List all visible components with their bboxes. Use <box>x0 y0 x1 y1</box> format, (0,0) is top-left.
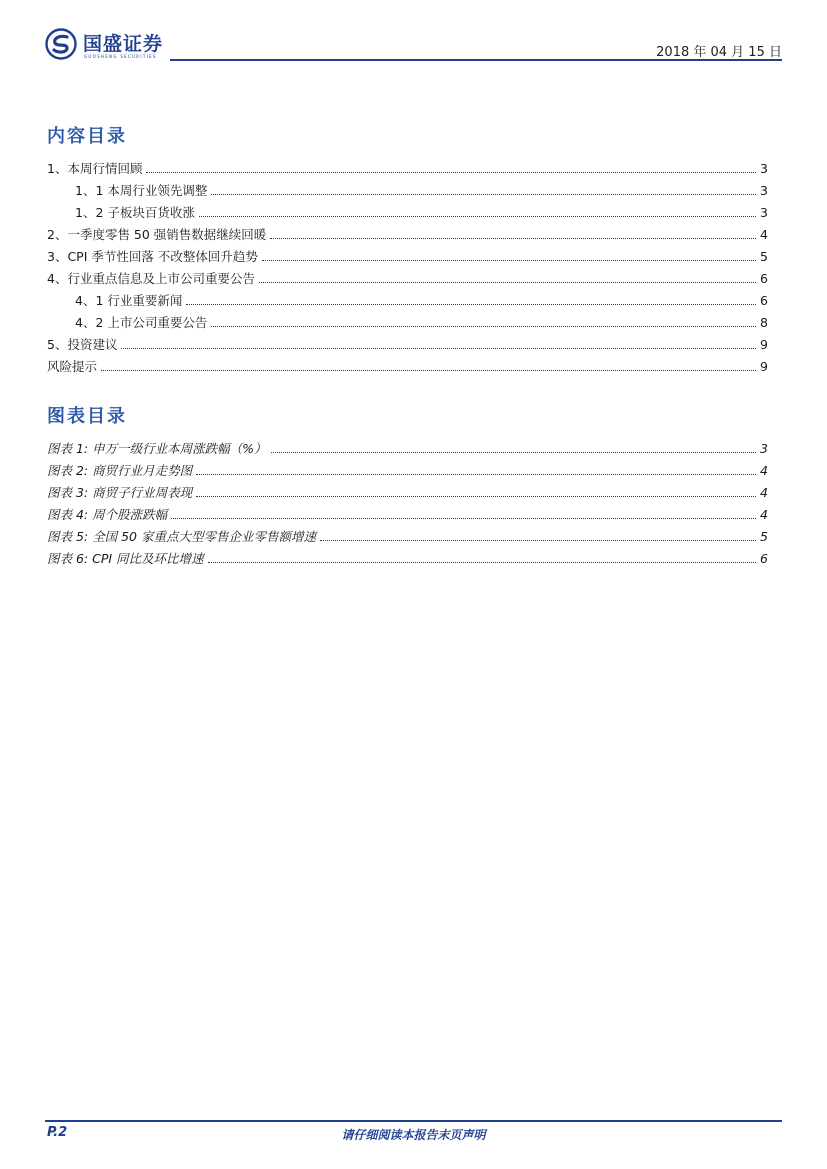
report-date: 2018 年 04 月 15 日 <box>656 45 782 60</box>
dot-leader <box>196 495 756 497</box>
toc-entry-page: 8 <box>760 315 768 330</box>
figure-entry-page: 4 <box>760 485 768 500</box>
toc-entry-page: 6 <box>760 271 768 286</box>
toc-entry-page: 3 <box>760 161 768 176</box>
toc-entry-label: 3、CPI 季节性回落 不改整体回升趋势 <box>47 249 258 264</box>
dot-leader <box>171 517 756 519</box>
toc-entry-page: 4 <box>760 227 768 242</box>
toc-entry-label: 1、本周行情回顾 <box>47 161 143 176</box>
toc-entry[interactable] <box>47 289 768 309</box>
dot-leader <box>121 347 756 349</box>
toc-entry[interactable] <box>47 267 768 287</box>
toc-entry[interactable] <box>47 179 768 199</box>
toc-entry-page: 3 <box>760 183 768 198</box>
toc-entry-page: 9 <box>760 359 768 374</box>
figure-entry[interactable] <box>47 459 768 479</box>
toc-entry[interactable] <box>47 311 768 331</box>
disclaimer-note: 请仔细阅读本报告末页声明 <box>341 1128 486 1142</box>
header-divider <box>170 59 782 61</box>
toc-entry-label: 2、一季度零售 50 强销售数据继续回暖 <box>47 227 267 242</box>
logo-subtext: GUOSHENG SECURITIES <box>84 54 157 59</box>
dot-leader <box>208 561 756 563</box>
toc-entry-label: 1、1 本周行业领先调整 <box>75 183 208 198</box>
toc-entry-label: 4、1 行业重要新闻 <box>75 293 183 308</box>
dot-leader <box>262 259 756 261</box>
toc-entry-label: 5、投资建议 <box>47 337 118 352</box>
figure-entry-label: 图表 5: 全国 50 家重点大型零售企业零售额增速 <box>47 529 316 544</box>
toc-entry-page: 9 <box>760 337 768 352</box>
toc-entry[interactable] <box>47 245 768 265</box>
dot-leader <box>211 193 756 195</box>
dot-leader <box>101 369 756 371</box>
toc-entry[interactable] <box>47 355 768 375</box>
toc-entry-page: 6 <box>760 293 768 308</box>
dot-leader <box>186 303 756 305</box>
figure-entry-page: 5 <box>760 529 768 544</box>
figure-entry-page: 4 <box>760 507 768 522</box>
figure-entry-page: 3 <box>760 441 768 456</box>
dot-leader <box>270 237 756 239</box>
dot-leader <box>259 281 756 283</box>
figures-title: 图表目录 <box>47 406 127 427</box>
figure-entry[interactable] <box>47 547 768 567</box>
toc-entry-page: 5 <box>760 249 768 264</box>
toc-entry-page: 3 <box>760 205 768 220</box>
figure-entry-label: 图表 2: 商贸行业月走势图 <box>47 463 193 478</box>
figure-entry-page: 6 <box>760 551 768 566</box>
figure-entry-page: 4 <box>760 463 768 478</box>
toc-entry[interactable] <box>47 333 768 353</box>
dot-leader <box>271 451 757 453</box>
toc-entry[interactable] <box>47 201 768 221</box>
figure-entry-label: 图表 6: CPI 同比及环比增速 <box>47 551 204 566</box>
toc-entry[interactable] <box>47 223 768 243</box>
figure-entry[interactable] <box>47 437 768 457</box>
dot-leader <box>199 215 756 217</box>
dot-leader <box>146 171 756 173</box>
footer-divider <box>45 1120 782 1122</box>
dot-leader <box>196 473 756 475</box>
toc-entry-label: 4、2 上市公司重要公告 <box>75 315 208 330</box>
guosheng-logo-icon <box>45 28 77 60</box>
figure-entry-label: 图表 1: 申万一级行业本周涨跌幅（%） <box>47 441 267 456</box>
page-number: P.2 <box>47 1125 68 1140</box>
figure-entry[interactable] <box>47 503 768 523</box>
figure-entry[interactable] <box>47 481 768 501</box>
toc-entry[interactable] <box>47 157 768 177</box>
logo-text: 国盛证券 <box>83 33 164 55</box>
figure-entry-label: 图表 3: 商贸子行业周表现 <box>47 485 193 500</box>
contents-title: 内容目录 <box>47 126 127 147</box>
dot-leader <box>320 539 756 541</box>
figure-entry-label: 图表 4: 周个股涨跌幅 <box>47 507 168 522</box>
toc-entry-label: 1、2 子板块百货收涨 <box>75 205 195 220</box>
figure-entry[interactable] <box>47 525 768 545</box>
toc-entry-label: 4、行业重点信息及上市公司重要公告 <box>47 271 255 286</box>
dot-leader <box>211 325 756 327</box>
toc-entry-label: 风险提示 <box>47 359 98 374</box>
